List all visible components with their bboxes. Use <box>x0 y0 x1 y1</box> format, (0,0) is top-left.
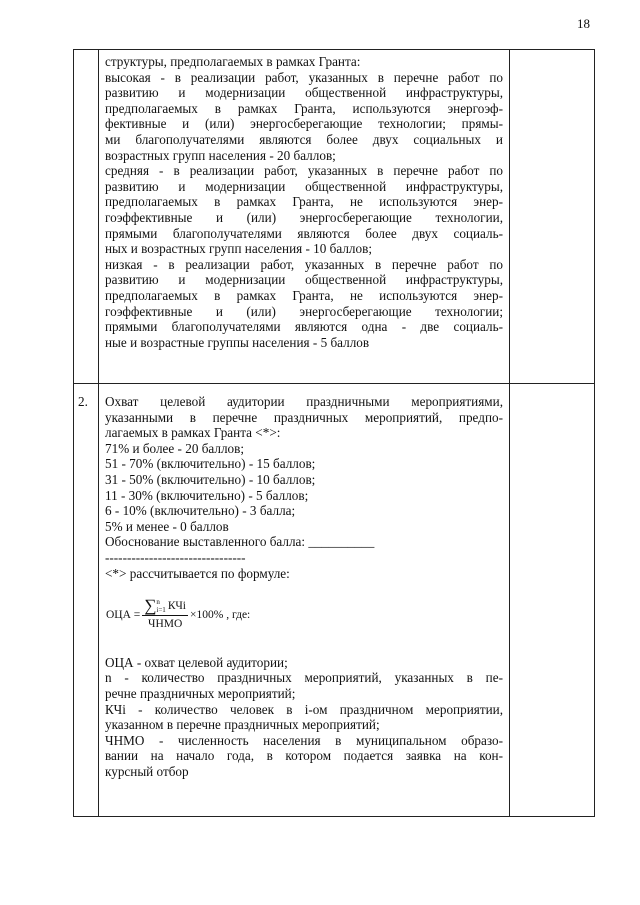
criteria-table <box>73 49 595 817</box>
row2-criteria-cell <box>105 394 503 779</box>
text-line: 11 - 30% (включительно) - 5 баллов; <box>105 487 309 503</box>
text-line: КЧi - количество человек в i-ом праздничном мероприятии, <box>105 701 503 717</box>
formula <box>106 598 503 633</box>
text-line: структуры, предполагаемых в рамках Гранта: <box>105 54 361 69</box>
text-line: предполагаемых в рамках Гранта, не используются энер- <box>105 287 503 303</box>
text-line: 31 - 50% (включительно) - 10 баллов; <box>105 471 316 487</box>
text-line: развитию и модернизации общественной инфраструктуры, <box>105 85 503 101</box>
formula-lhs: ОЦА = <box>106 608 141 621</box>
row1-criteria-cell <box>105 54 503 350</box>
text-line: ных и возрастных групп населения - 10 баллов; <box>105 241 372 257</box>
text-line: лагаемых в рамках Гранта <*>: <box>105 425 281 441</box>
text-line: Охват целевой аудитории праздничными мероприятиями, <box>105 394 503 409</box>
text-line: ные и возрастные группы населения - 5 баллов <box>105 334 370 350</box>
text-line: 5% и менее - 0 баллов <box>105 518 229 534</box>
text-line: развитию и модернизации общественной инфраструктуры, <box>105 272 503 288</box>
text-line: предполагаемых в рамках Гранта, используются энергоэф- <box>105 100 503 116</box>
text-line: предполагаемых в рамках Гранта, не используются энер- <box>105 194 503 210</box>
text-line: 51 - 70% (включительно) - 15 баллов; <box>105 456 316 472</box>
footnote-separator: -------------------------------- <box>105 549 246 565</box>
text-line: гоэффективные и (или) энергосберегающие технологии, <box>105 209 503 225</box>
text-line: указанными в перечне праздничных мероприятий, предпо- <box>105 409 503 425</box>
text-line: возрастных групп населения - 20 баллов; <box>105 147 336 163</box>
formula-denominator: ЧНМО <box>147 618 183 631</box>
sum-lower-limit: i=1 <box>156 606 166 615</box>
text-line: прямыми благополучателями являются более двух социаль- <box>105 225 503 241</box>
formula-fraction <box>142 598 188 633</box>
text-line: речне праздничных мероприятий; <box>105 685 296 701</box>
text-line: ОЦА - охват целевой аудитории; <box>105 654 288 670</box>
sum-upper-limit: n <box>156 598 160 607</box>
column-divider-score <box>509 50 510 816</box>
formula-rhs: ×100% , где: <box>190 608 251 621</box>
sum-limits <box>156 598 165 614</box>
row2-number: 2. <box>78 394 88 409</box>
text-line: фективные и (или) энергосберегающие технологии; прямы- <box>105 116 503 132</box>
text-line: Обоснование выставленного балла: __________ <box>105 534 375 550</box>
sigma-symbol: ∑ <box>144 596 157 616</box>
text-line: 71% и более - 20 баллов; <box>105 440 245 456</box>
text-line: 6 - 10% (включительно) - 3 балла; <box>105 503 296 519</box>
text-line: средняя - в реализации работ, указанных в перечне работ по <box>105 163 503 179</box>
row-divider <box>74 383 594 384</box>
text-line: <*> рассчитывается по формуле: <box>105 565 290 581</box>
text-line: ЧНМО - численность населения в муниципальном образо- <box>105 732 503 748</box>
text-line: низкая - в реализации работ, указанных в перечне работ по <box>105 256 503 272</box>
column-divider-number <box>98 50 99 816</box>
text-line: гоэффективные и (или) энергосберегающие технологии; <box>105 303 503 319</box>
text-line: прямыми благополучателями являются одна - две социаль- <box>105 319 503 335</box>
numerator-term: КЧi <box>167 599 187 612</box>
text-line: курсный отбор <box>105 763 189 779</box>
text-line: высокая - в реализации работ, указанных в перечне работ по <box>105 69 503 85</box>
text-line: n - количество праздничных мероприятий, указанных в пе- <box>105 670 503 686</box>
formula-numerator <box>142 598 188 616</box>
text-line: развитию и модернизации общественной инфраструктуры, <box>105 178 503 194</box>
text-line: вании на начало года, в котором подается заявка на кон- <box>105 748 503 764</box>
text-line: ми благополучателями являются более двух социальных и <box>105 131 503 147</box>
page-number: 18 <box>577 16 590 31</box>
text-line: указанном в перечне праздничных мероприятий; <box>105 717 380 733</box>
